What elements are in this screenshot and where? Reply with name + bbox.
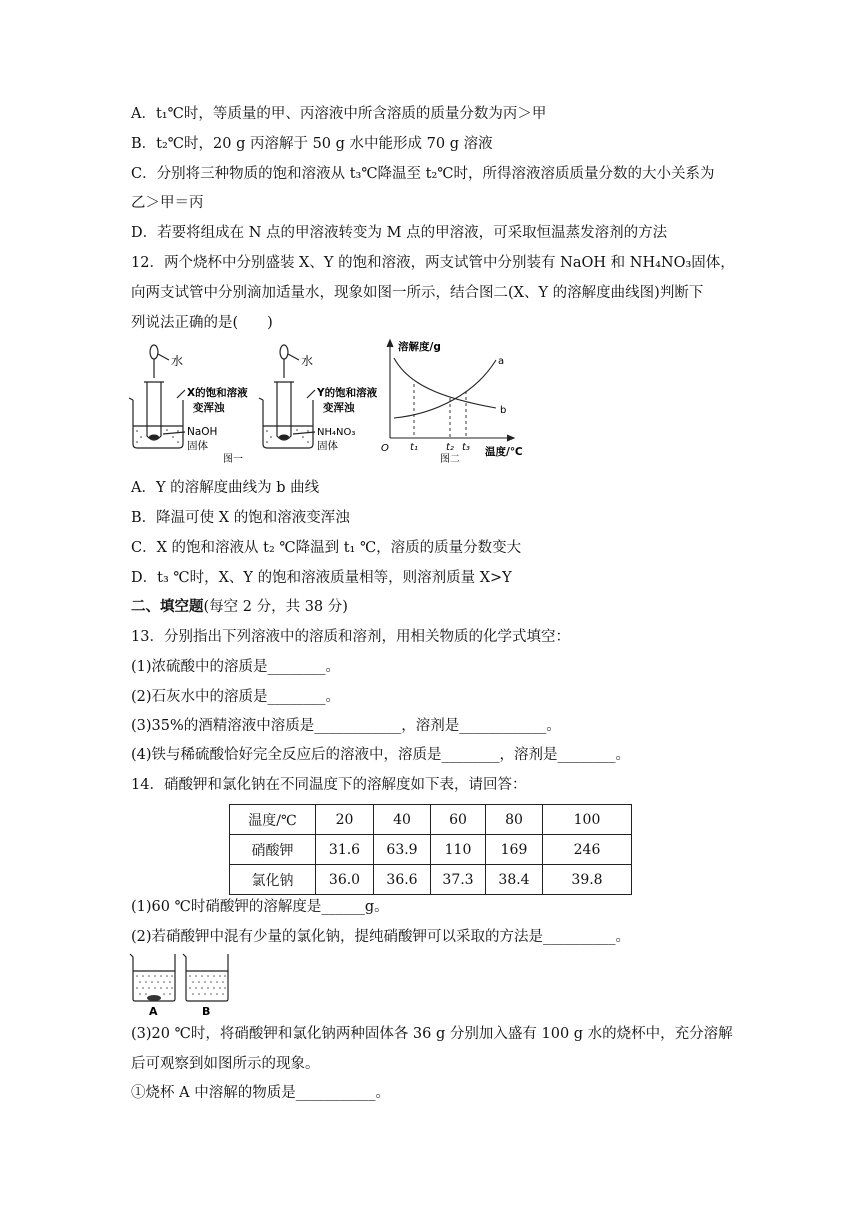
q12-stem-line2: 向两支试管中分别滴加适量水，现象如图一所示，结合图二(X、Y 的溶解度曲线图)判断下: [131, 285, 704, 301]
q14-part-2: (2)若硝酸钾中混有少量的氯化钠，提纯硝酸钾可以采取的方法是__________。: [131, 929, 631, 945]
table-cell: 39.8: [543, 865, 632, 895]
section-2-note: (每空 2 分，共 38 分): [203, 599, 348, 615]
q12-stem-line3: 列说法正确的是( ): [131, 315, 273, 331]
q12-option-c: C．X 的饱和溶液从 t₂ ℃降温到 t₁ ℃，溶质的质量分数变大: [131, 540, 522, 556]
q14-part-3-line1: (3)20 ℃时，将硝酸钾和氯化钠两种固体各 36 g 分别加入盛有 100 g 水的烧杯中，充分溶解: [131, 1026, 733, 1042]
q11-option-c-cont: 乙＞甲＝丙: [131, 195, 204, 211]
q13-part-4: (4)铁与稀硫酸恰好完全反应后的溶液中，溶质是________，溶剂是________。: [131, 747, 631, 763]
fig2-curve-b-label: b: [500, 405, 507, 416]
beaker-b-label: B: [202, 1005, 211, 1017]
table-header-cell: 20: [316, 805, 374, 835]
table-cell: 31.6: [316, 835, 374, 865]
table-cell: 36.0: [316, 865, 374, 895]
fig2-y-axis-label: 溶解度/g: [398, 341, 441, 353]
fig2-t1: t₁: [410, 442, 418, 453]
curve-b: [394, 358, 496, 408]
q12-option-b: B．降温可使 X 的饱和溶液变浑浊: [131, 510, 350, 526]
q13-part-1: (1)浓硫酸中的溶质是________。: [131, 659, 341, 675]
fig1-water-label-2: 水: [301, 354, 314, 368]
table-cell: 110: [431, 835, 486, 865]
solubility-table: [229, 804, 632, 895]
fig1-x-turbid: 变浑浊: [193, 402, 225, 414]
table-header-cell: 温度/℃: [230, 805, 316, 835]
fig1-y-turbid: 变浑浊: [323, 402, 355, 414]
fig2-t3: t₃: [462, 442, 470, 453]
section-2-title: 二、填空题: [131, 599, 204, 615]
q14-part-3-line2: 后可观察到如图所示的现象。: [131, 1056, 320, 1072]
table-row: [230, 835, 632, 865]
q14-part-3-sub1: ①烧杯 A 中溶解的物质是___________。: [131, 1085, 390, 1101]
table-cell: 246: [543, 835, 632, 865]
curve-a: [394, 360, 496, 418]
table-cell: 63.9: [374, 835, 431, 865]
figure-2-solubility-curves: [380, 334, 530, 464]
undissolved-solid: [147, 995, 161, 1001]
fig2-origin: O: [381, 443, 389, 454]
fig1-solid-label-2: 固体: [317, 440, 338, 452]
fig1-caption: 图一: [223, 454, 243, 464]
q12-option-a: A．Y 的溶解度曲线为 b 曲线: [131, 480, 320, 496]
figure-1-beakers: [125, 338, 380, 464]
q14-part-1: (1)60 ℃时硝酸钾的溶解度是______g。: [131, 899, 389, 915]
figure-beakers-ab: [127, 951, 237, 1017]
fig1-water-label-1: 水: [171, 354, 184, 368]
fig1-y-label: Y的饱和溶液: [317, 387, 378, 399]
table-header-cell: 60: [431, 805, 486, 835]
table-header-row: [230, 805, 632, 835]
table-row: [230, 865, 632, 895]
table-cell: 38.4: [486, 865, 543, 895]
q11-option-c: C．分别将三种物质的饱和溶液从 t₃℃降温至 t₂℃时，所得溶液溶质质量分数的大小关系为: [131, 166, 715, 182]
q14-stem: 14．硝酸钾和氯化钠在不同温度下的溶解度如下表，请回答：: [131, 777, 527, 793]
table-header-cell: 80: [486, 805, 543, 835]
section-2-heading: [131, 597, 348, 617]
table-cell: 氯化钠: [230, 865, 316, 895]
q13-stem: 13．分别指出下列溶液中的溶质和溶剂，用相关物质的化学式填空：: [131, 629, 570, 645]
table-cell: 169: [486, 835, 543, 865]
fig1-solid-label-1: 固体: [187, 440, 208, 452]
fig2-x-axis-label: 温度/℃: [485, 446, 523, 458]
q11-option-b: B．t₂℃时，20 g 丙溶解于 50 g 水中能形成 70 g 溶液: [131, 136, 493, 152]
fig1-x-label: X的饱和溶液: [187, 387, 248, 399]
table-cell: 硝酸钾: [230, 835, 316, 865]
q12-stem-line1: 12．两个烧杯中分别盛装 X、Y 的饱和溶液，两支试管中分别装有 NaOH 和 NH₄NO₃固体，: [131, 255, 735, 271]
table-header-cell: 40: [374, 805, 431, 835]
q11-option-d: D．若要将组成在 N 点的甲溶液转变为 M 点的甲溶液，可采取恒温蒸发溶剂的方法: [131, 225, 668, 241]
table-header-cell: 100: [543, 805, 632, 835]
table-cell: 36.6: [374, 865, 431, 895]
q11-option-a: A．t₁℃时，等质量的甲、丙溶液中所含溶质的质量分数为丙＞甲: [131, 106, 547, 122]
beaker-a-label: A: [149, 1005, 158, 1017]
fig2-t2: t₂: [446, 442, 454, 453]
q13-part-3: (3)35%的酒精溶液中溶质是____________，溶剂是____________。: [131, 718, 561, 734]
fig1-nh4no3-label: NH₄NO₃: [317, 427, 356, 438]
q13-part-2: (2)石灰水中的溶质是________。: [131, 689, 341, 705]
q12-option-d: D．t₃ ℃时，X、Y 的饱和溶液质量相等，则溶剂质量 X>Y: [131, 570, 512, 586]
fig2-curve-a-label: a: [498, 356, 505, 367]
fig1-naoh-label: NaOH: [187, 426, 218, 438]
fig2-caption: 图二: [440, 454, 460, 464]
table-cell: 37.3: [431, 865, 486, 895]
